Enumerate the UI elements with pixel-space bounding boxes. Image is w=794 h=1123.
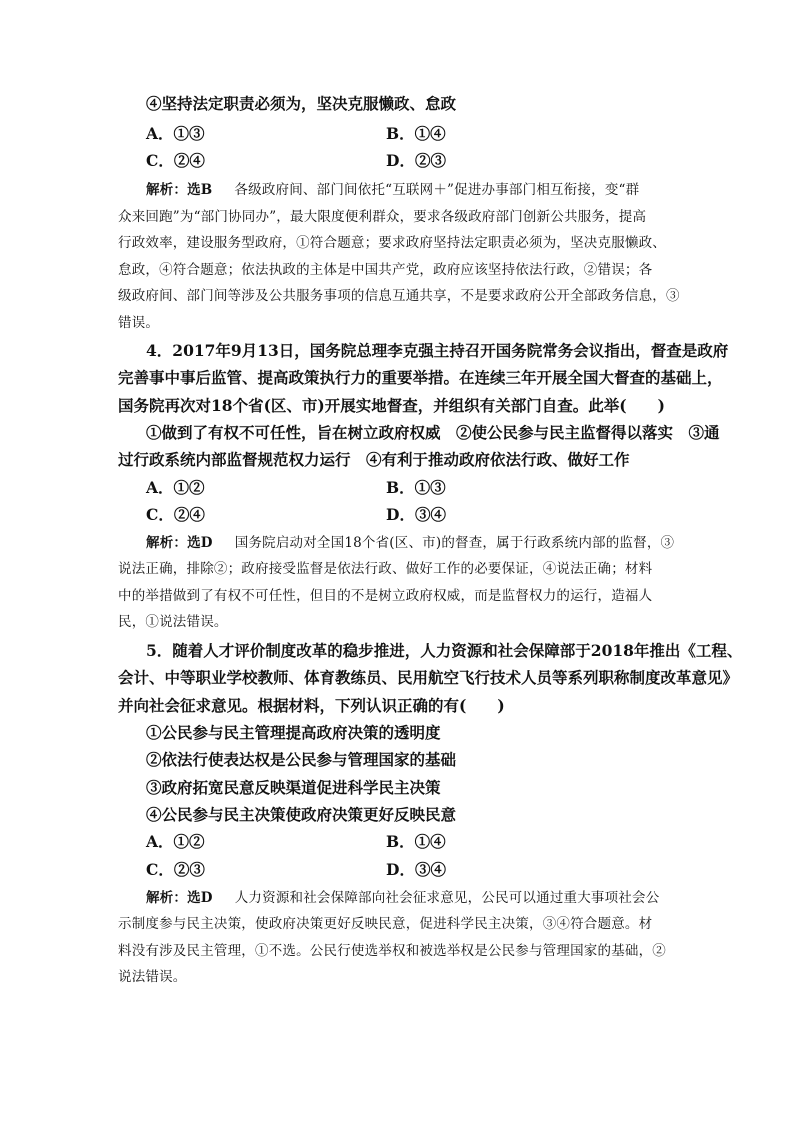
q5-analysis-text: 人力资源和社会保障部向社会征求意见，公民可以通过重大事项社会公 bbox=[234, 890, 660, 906]
q4-items-line-2: 过行政系统内部监督规范权力运行 ④有利于推动政府依法行政、做好工作 bbox=[118, 450, 630, 469]
q5-analysis-choice: 选D bbox=[187, 890, 213, 906]
q3-item-4: ④坚持法定职责必须为，坚决克服懒政、怠政 bbox=[146, 94, 457, 113]
q4-analysis-line-1 bbox=[146, 533, 674, 553]
q5-analysis-line-4: 说法错误。 bbox=[118, 969, 187, 985]
q3-analysis-label: 解析： bbox=[146, 182, 188, 198]
q4-stem-line-1: 4．2017年9月13日，国务院总理李克强主持召开国务院常务会议指出，督查是政府 bbox=[146, 341, 729, 360]
q3-option-d: D．②③ bbox=[386, 151, 446, 170]
q4-option-a: A．①② bbox=[146, 478, 205, 497]
q4-stem-line-2: 完善事中事后监管、提高政策执行力的重要举措。在连续三年开展全国大督查的基础上， bbox=[118, 368, 723, 387]
q4-analysis-line-4: 民，①说法错误。 bbox=[118, 614, 228, 630]
q5-analysis-line-1 bbox=[146, 888, 659, 908]
q5-stem-line-1: 5．随着人才评价制度改革的稳步推进，人力资源和社会保障部于2018年推出《工程、 bbox=[146, 641, 743, 660]
q4-option-c: C．②④ bbox=[146, 505, 205, 524]
q5-item-2: ②依法行使表达权是公民参与管理国家的基础 bbox=[146, 750, 457, 769]
q5-stem-line-2: 会计、中等职业学校教师、体育教练员、民用航空飞行技术人员等系列职称制度改革意见》 bbox=[118, 668, 739, 687]
q4-analysis-choice: 选D bbox=[187, 535, 213, 551]
q4-analysis-text: 国务院启动对全国18个省(区、市)的督查，属于行政系统内部的监督，③ bbox=[234, 535, 675, 551]
q4-analysis-line-2: 说法正确，排除②；政府接受监督是依法行政、做好工作的必要保证，④说法正确；材料 bbox=[118, 561, 653, 577]
q3-analysis-line-1 bbox=[146, 180, 639, 200]
q4-stem-line-3: 国务院再次对18个省(区、市)开展实地督查，并组织有关部门自查。此举( ) bbox=[118, 396, 665, 415]
q5-option-c: C．②③ bbox=[146, 860, 205, 879]
q5-item-1: ①公民参与民主管理提高政府决策的透明度 bbox=[146, 723, 441, 742]
q5-stem-line-3: 并向社会征求意见。根据材料，下列认识正确的有( ) bbox=[118, 696, 505, 715]
q5-item-4: ④公民参与民主决策使政府决策更好反映民意 bbox=[146, 805, 457, 824]
q4-analysis-line-3: 中的举措做到了有权不可任性，但目的不是树立政府权威，而是监督权力的运行，造福人 bbox=[118, 588, 653, 604]
q3-option-b: B．①④ bbox=[386, 124, 446, 143]
q5-option-d: D．③④ bbox=[386, 860, 446, 879]
q3-analysis-choice: 选B bbox=[187, 182, 213, 198]
q5-option-a: A．①② bbox=[146, 832, 205, 851]
q3-analysis-text: 各级政府间、部门间依托“互联网＋”促进办事部门相互衔接，变“群 bbox=[234, 182, 640, 198]
q4-option-b: B．①③ bbox=[386, 478, 446, 497]
q3-analysis-line-3: 行政效率，建设服务型政府，①符合题意；要求政府坚持法定职责必须为，坚决克服懒政、 bbox=[118, 235, 666, 251]
q3-analysis-line-5: 级政府间、部门间等涉及公共服务事项的信息互通共享，不是要求政府公开全部政务信息，③ bbox=[118, 288, 680, 304]
q3-option-a: A．①③ bbox=[146, 124, 205, 143]
q4-option-d: D．③④ bbox=[386, 505, 446, 524]
q3-analysis-line-6: 错误。 bbox=[118, 315, 160, 331]
q4-analysis-label: 解析： bbox=[146, 535, 188, 551]
q5-option-b: B．①④ bbox=[386, 832, 446, 851]
q5-analysis-line-2: 示制度参与民主决策，使政府决策更好反映民意，促进科学民主决策，③④符合题意。材 bbox=[118, 916, 653, 932]
q3-option-c: C．②④ bbox=[146, 151, 205, 170]
q5-item-3: ③政府拓宽民意反映渠道促进科学民主决策 bbox=[146, 778, 441, 797]
q5-analysis-line-3: 料没有涉及民主管理，①不选。公民行使选举权和被选举权是公民参与管理国家的基础，② bbox=[118, 943, 666, 959]
q4-items-line-1: ①做到了有权不可任性，旨在树立政府权威 ②使公民参与民主监督得以落实 ③通 bbox=[146, 423, 720, 442]
q3-analysis-line-4: 怠政，④符合题意；依法执政的主体是中国共产党，政府应该坚持依法行政，②错误；各 bbox=[118, 262, 653, 278]
q5-analysis-label: 解析： bbox=[146, 890, 188, 906]
q3-analysis-line-2: 众来回跑”为“部门协同办”，最大限度便利群众，要求各级政府部门创新公共服务，提高 bbox=[118, 209, 647, 225]
